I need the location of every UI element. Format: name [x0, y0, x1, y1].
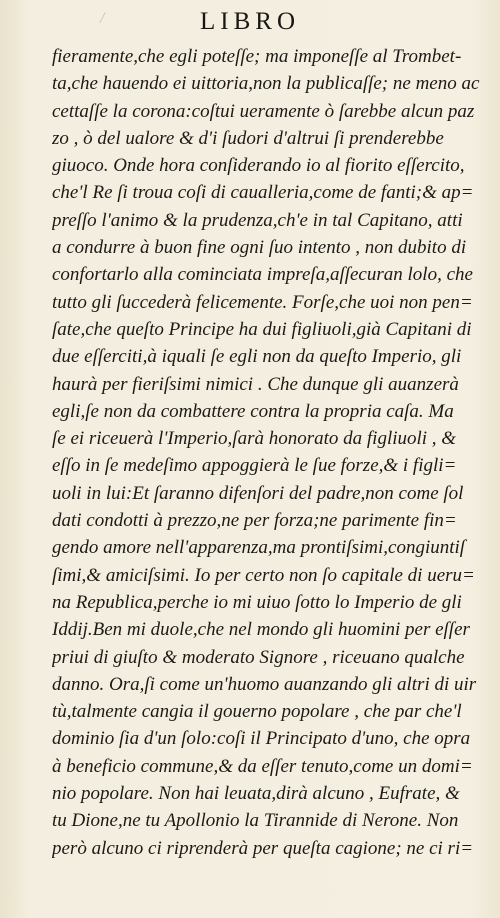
text-line: gendo amore nell'apparenza,ma prontiſsimi,congiuntiſ — [52, 537, 466, 559]
text-line: nio popolare. Non hai leuata,dirà alcuno , Eufrate, & — [52, 783, 460, 805]
text-line: uoli in lui:Et ſaranno difenſori del padre,non come ſol — [52, 482, 464, 504]
text-line: Iddij.Ben mi duole,che nel mondo gli huomini per eſſer — [52, 619, 470, 641]
text-line: ta,che hauendo ei uittoria,non la publicaſſe; ne meno ac — [52, 73, 480, 95]
text-line: eſſo in ſe medeſimo appoggierà le ſue forze,& i figli= — [52, 455, 457, 477]
text-line: cettaſſe la corona:coſtui ueramente ò ſarebbe alcun paz — [52, 100, 475, 122]
text-line: tù,talmente cangia il gouerno popolare , che par che'l — [52, 701, 462, 723]
text-line: priui di giuſto & moderato Signore , riceuano qualche — [52, 646, 465, 668]
text-line: a condurre à buon fine ogni ſuo intento , non dubito di — [52, 237, 467, 259]
text-line: fieramente,che egli poteſſe; ma imponeſſe al Trombet‑ — [52, 46, 462, 67]
text-line: tutto gli ſuccederà felicemente. Forſe,che uoi non pen= — [52, 291, 473, 313]
text-line: ſate,che queſto Principe ha dui figliuoli,già Capitani di — [52, 318, 472, 340]
text-line: egli,ſe non da combattere contra la propria caſa. Ma — [52, 400, 454, 422]
text-line: à beneficio commune,& da eſſer tenuto,come un domi= — [52, 755, 473, 777]
running-head: LIBRO — [200, 8, 300, 35]
text-line: però alcuno ci riprenderà per queſta cagione; ne ci ri= — [52, 837, 474, 859]
text-line: giuoco. Onde hora conſiderando io al fiorito eſſercito, — [52, 155, 465, 177]
text-line: due eſſerciti,à iquali ſe egli non da queſto Imperio, gli — [52, 346, 462, 368]
text-line: tu Dione,ne tu Apollonio la Tirannide di Nerone. Non — [52, 810, 459, 832]
text-line: danno. Ora,ſi come un'huomo auanzando gli altri di uir — [52, 673, 477, 695]
text-line: haurà per fieriſsimi nimici . Che dunque gli auanzerà — [52, 373, 459, 395]
faint-mark: / — [100, 10, 105, 27]
text-line: preſſo l'animo & la prudenza,ch'e in tal Capitano, atti — [52, 209, 463, 231]
text-line: na Republica,perche io mi uiuo ſotto lo Imperio de gli — [52, 591, 462, 613]
text-line: che'l Re ſi troua coſi di caualleria,come de fanti;& ap= — [52, 182, 474, 204]
text-line: zo , ò del ualore & d'i ſudori d'altrui ſi prenderebbe — [52, 127, 444, 149]
text-line: dominio ſia d'un ſolo:coſi il Principato d'uno, che opra — [52, 728, 471, 750]
text-line: ſe ei riceuerà l'Imperio,ſarà honorato da figliuoli , & — [52, 428, 457, 450]
body-text — [52, 43, 488, 862]
text-line: ſimi,& amiciſsimi. Io per certo non ſo capitale di ueru= — [52, 564, 475, 586]
text-line: confortarlo alla cominciata impreſa,aſſecuran lolo, che — [52, 264, 473, 286]
text-line: dati condotti à prezzo,ne per forza;ne parimente fin= — [52, 510, 457, 532]
